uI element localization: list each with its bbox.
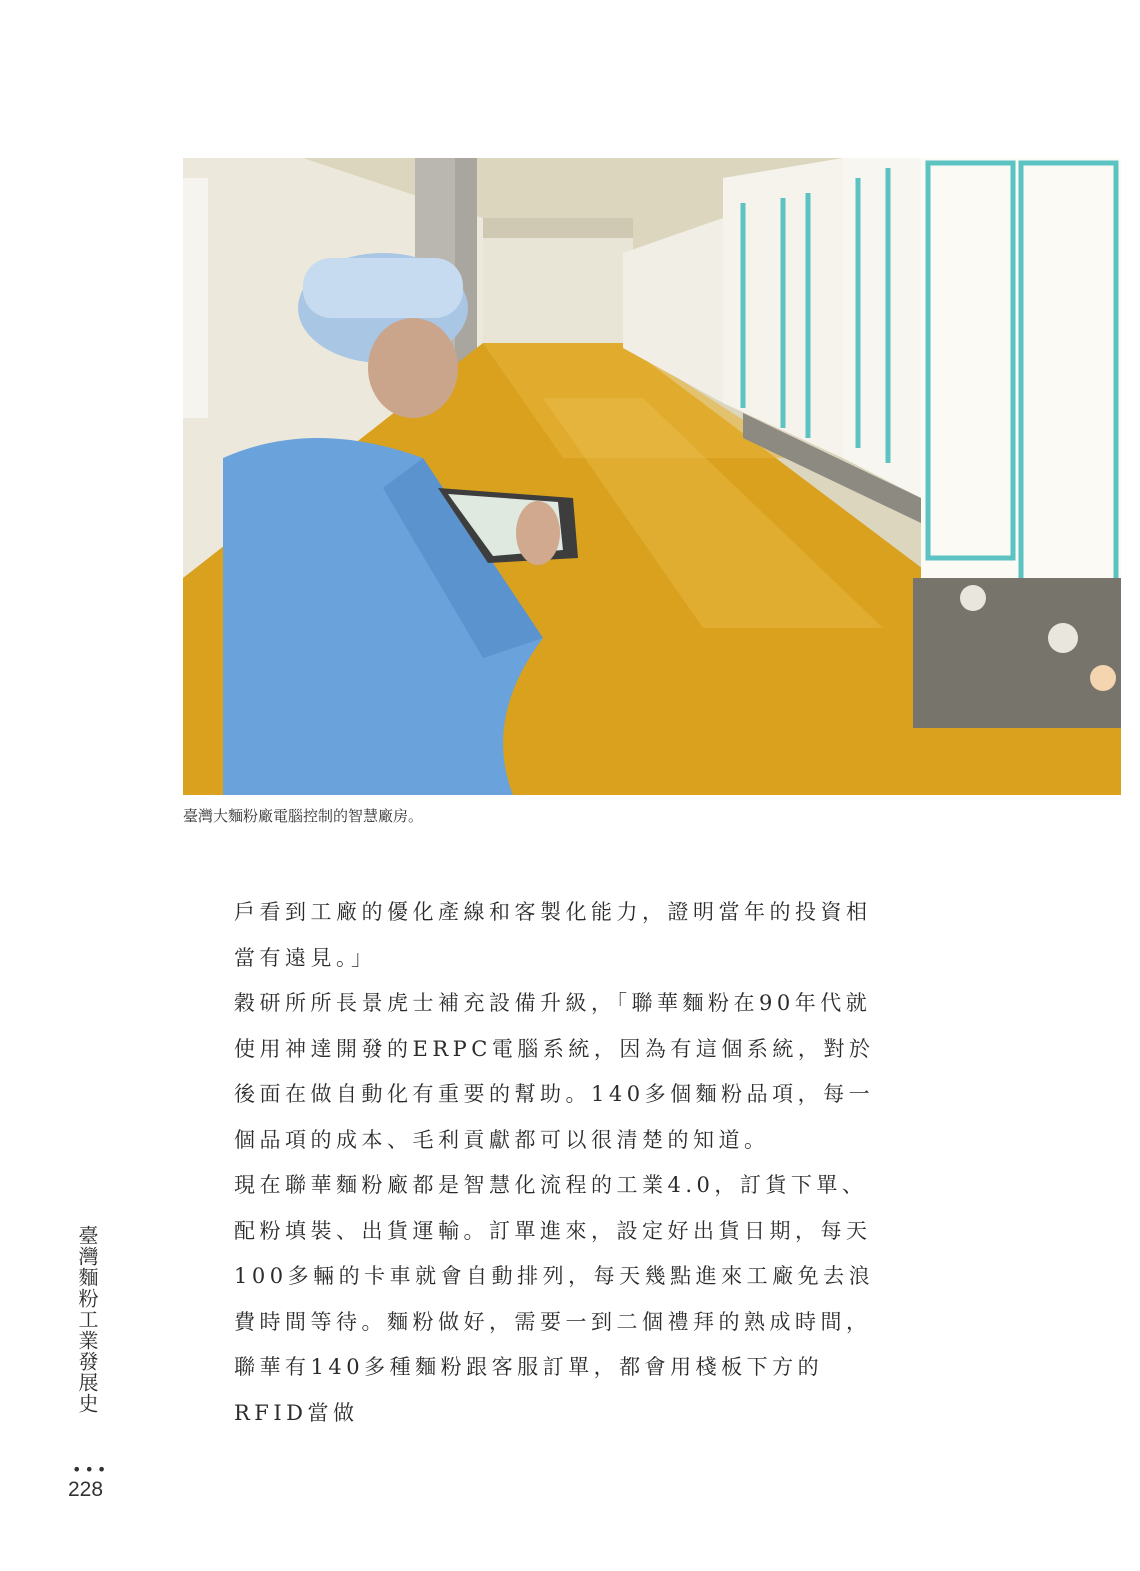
running-title: 臺灣麵粉工業發展史 — [75, 1225, 99, 1414]
paragraph: 戶看到工廠的優化產線和客製化能力，證明當年的投資相當有遠見。」 — [234, 900, 872, 970]
paragraph: 現在聯華麵粉廠都是智慧化流程的工業4.0，訂貨下單、配粉填裝、出貨運輸。訂單進來，設定好出貨日期，每天100多輛的卡車就會自動排列，每天幾點進來工廠免去浪費時間等待。麵粉做好，需要一到二個禮拜的熟成時間，聯華有140多種麵粉跟客服訂單，都會用棧板下方的RFID當做 — [234, 1173, 875, 1425]
body-text — [234, 890, 884, 1436]
factory-photo — [183, 158, 1121, 795]
page-marker-dots: ••• — [72, 1460, 110, 1479]
page-number: 228 — [68, 1478, 104, 1501]
photo-caption: 臺灣大麵粉廠電腦控制的智慧廠房。 — [183, 807, 424, 825]
paragraph: 穀研所所長景虎士補充設備升級，「聯華麵粉在90年代就使用神達開發的ERPC電腦系統，因為有這個系統，對於後面在做自動化有重要的幫助。140多個麵粉品項，每一個品項的成本、毛利貢獻都可以很清楚的知道。 — [234, 991, 875, 1152]
